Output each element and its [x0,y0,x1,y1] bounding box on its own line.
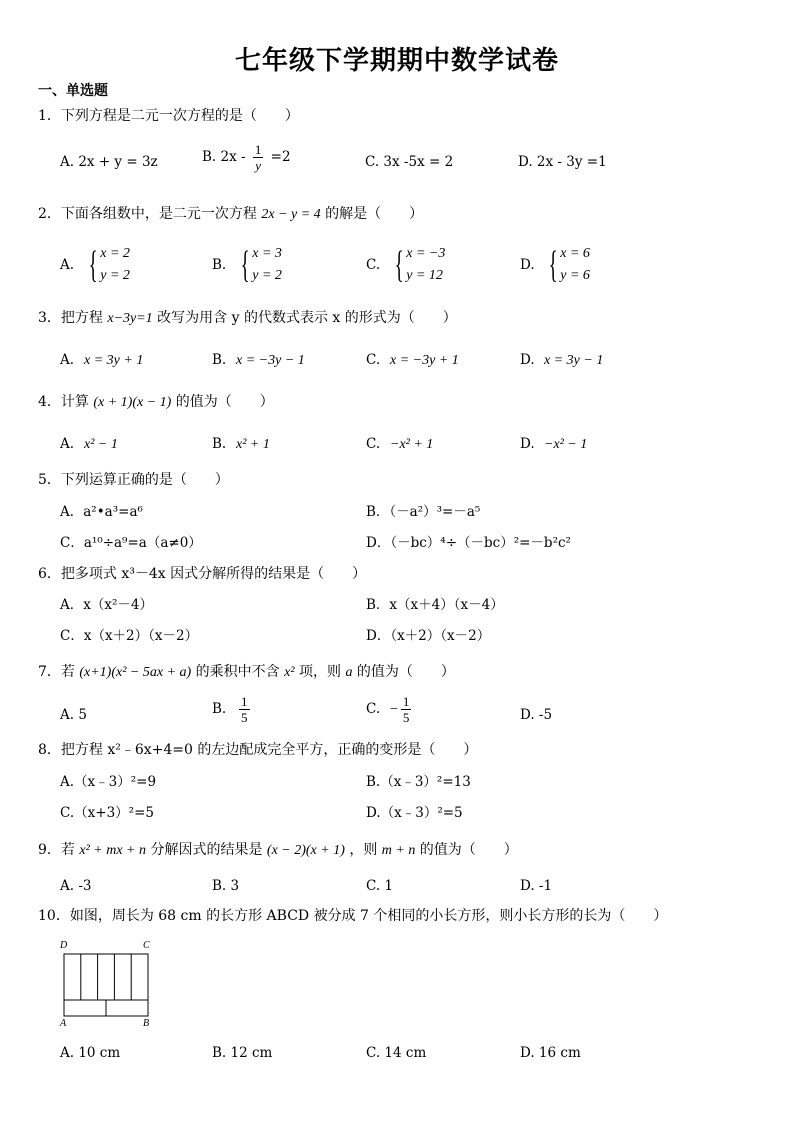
q8-option-a: A.（x﹣3）²=9 [60,774,157,790]
q9-option-c: C. 1 [366,878,394,894]
q2-stem-prefix: 2．下面各组数中，是二元一次方程 [38,206,262,222]
q9-stem-mid: 分解因式的结果是 [146,842,267,858]
q9-option-b: B. 3 [212,878,240,894]
q9-stem-sum: m + n [381,843,416,858]
q4-c-expr: −x² + 1 [390,437,434,452]
q10-option-b: B. 12 cm [212,1045,273,1061]
q7-stem-var: a [345,665,353,680]
q2-c-row2: y = 12 [406,268,443,283]
q1-option-b [202,142,291,173]
q5-option-c: C．a¹⁰÷a⁹=a（a≠0） [60,535,202,551]
question-1-stem: 1．下列方程是二元一次方程的是（ ） [38,108,299,124]
question-2-stem [38,204,423,225]
question-9-stem [38,840,518,861]
q1-option-d: D. 2x - 3y =1 [518,154,607,170]
q2-option-d [520,243,590,287]
q4-d-expr: −x² − 1 [544,437,588,452]
q6-option-c: C．x（x＋2）（x－2） [60,628,199,644]
section-heading: 一、单选题 [38,83,108,99]
q1-option-c: C. 3x -5x = 2 [365,154,454,170]
q3-c-expr: x = −3y + 1 [390,353,459,368]
q2-option-b [212,243,282,287]
q10-option-d: D. 16 cm [520,1045,581,1061]
q1-b-denominator: y [255,158,261,173]
q3-option-c [366,350,459,371]
q2-option-a [60,243,130,287]
q2-b-system [236,243,282,287]
question-6-stem: 6．把多项式 x³－4x 因式分解所得的结果是（ ） [38,566,367,582]
q7-stem-mid: 的乘积中不含 [191,664,285,680]
q4-b-label: B. [212,436,227,452]
question-10-stem: 10．如图，周长为 68 cm 的长方形 ABCD 被分成 7 个相同的小长方形，则小长方形的长为（ ） [38,908,668,924]
q7-option-b [212,694,253,725]
question-8-stem: 8．把方程 x²﹣6x+4=0 的左边配成完全平方，正确的变形是（ ） [38,742,478,758]
q7-option-a: A. 5 [60,707,87,723]
q8-option-c: C.（x+3）²=5 [60,805,154,821]
q7-c-label: C. [366,701,381,717]
q2-b-row2: y = 2 [252,268,282,283]
q4-b-expr: x² + 1 [236,437,270,452]
q2-a-label: A. [60,256,75,273]
q4-a-label: A. [60,436,75,452]
q3-stem-equation: x−3y=1 [107,311,153,326]
q10-option-c: C. 14 cm [366,1045,427,1061]
q5-option-b: B．（－a²）³=－a⁵ [366,504,481,520]
q5-option-d: D．（－bc）⁴÷（－bc）²=－b²c² [366,535,571,551]
q7-stem-mid2: 项，则 [294,664,346,680]
q2-stem-suffix: 的解是（ ） [320,206,424,222]
q4-option-b [212,434,270,455]
q4-option-d [520,434,587,455]
q2-b-label: B. [212,256,227,273]
q3-b-expr: x = −3y − 1 [236,353,305,368]
q4-option-a [60,434,118,455]
q6-option-b: B．x（x＋4）（x－4） [366,597,504,613]
q7-option-d: D. -5 [520,707,553,723]
vertex-d-label: D [60,940,68,951]
q3-a-label: A. [60,352,75,368]
brace-icon: { [394,244,404,286]
question-3-stem [38,308,457,329]
q8-option-b: B.（x﹣3）²=13 [366,774,471,790]
q2-option-c [366,243,445,287]
q4-stem-prefix: 4．计算 [38,394,94,410]
q7-c-denominator: 5 [402,710,410,725]
q3-d-expr: x = 3y − 1 [544,353,604,368]
q3-stem-suffix: 改写为用含 y 的代数式表示 x 的形式为（ ） [152,310,457,326]
vertex-b-label: B [143,1018,150,1029]
question-4-stem [38,392,274,413]
q5-option-a: A．a²•a³=a⁶ [60,504,143,520]
page-title: 七年级下学期期中数学试卷 [234,46,559,76]
q4-d-label: D. [520,436,535,452]
q10-option-a: A. 10 cm [60,1045,121,1061]
q7-c-numerator: 1 [402,694,410,709]
q2-stem-equation: 2x − y = 4 [261,207,321,222]
q2-a-row2: y = 2 [100,268,130,283]
q2-a-row1: x = 2 [100,246,130,261]
q9-stem-poly: x² + mx + n [79,843,146,858]
q8-option-d: D.（x﹣3）²=5 [366,805,463,821]
q9-stem-mid2: ，则 [344,842,382,858]
q4-stem-expr: (x + 1)(x − 1) [93,395,172,410]
q3-option-d [520,350,603,371]
q2-d-system [544,243,590,287]
q9-stem-prefix: 9．若 [38,842,80,858]
q6-option-d: D．（x＋2）（x－2） [366,628,491,644]
q1-option-b-prefix: B. 2x - [202,149,250,165]
q7-c-fraction [401,694,412,725]
q7-stem-term: x² [284,665,295,680]
q7-b-fraction [239,694,250,725]
q7-c-sign: − [390,702,398,717]
q3-b-label: B. [212,352,227,368]
q2-d-row2: y = 6 [560,268,590,283]
vertex-a-label: A [60,1018,67,1029]
brace-icon: { [240,244,250,286]
q4-stem-suffix: 的值为（ ） [171,394,274,410]
q4-a-expr: x² − 1 [84,437,118,452]
q4-c-label: C. [366,436,381,452]
q2-d-label: D. [520,256,535,273]
q2-b-row1: x = 3 [252,246,282,261]
q9-option-d: D. -1 [520,878,553,894]
q2-c-label: C. [366,256,381,273]
q2-c-row1: x = −3 [406,246,446,261]
q9-option-a: A. -3 [60,878,92,894]
q1-option-a: A. 2x + y = 3z [60,154,158,170]
question-7-stem [38,662,455,683]
q3-option-b [212,350,305,371]
q1-b-numerator: 1 [254,142,262,157]
q3-c-label: C. [366,352,381,368]
q7-b-denominator: 5 [241,710,248,725]
q7-stem-expr: (x+1)(x² − 5ax + a) [79,665,192,680]
q6-option-a: A．x（x²－4） [60,597,153,613]
q1-option-b-suffix: =2 [266,149,291,165]
q7-stem-prefix: 7．若 [38,664,80,680]
q7-b-numerator: 1 [241,694,248,709]
brace-icon: { [548,244,558,286]
q3-a-expr: x = 3y + 1 [84,353,144,368]
q9-stem-factors: (x − 2)(x + 1) [266,843,345,858]
question-5-stem: 5．下列运算正确的是（ ） [38,472,229,488]
q4-option-c [366,434,433,455]
q2-c-system [390,243,445,287]
vertex-c-label: C [143,940,150,951]
q7-b-label: B. [212,701,227,717]
rectangle-figure [60,940,160,1036]
q9-stem-suffix: 的值为（ ） [415,842,518,858]
q2-a-system [84,243,130,287]
q1-option-b-fraction [253,142,264,173]
q3-stem-prefix: 3．把方程 [38,310,108,326]
q3-d-label: D. [520,352,535,368]
brace-icon: { [88,244,98,286]
q2-d-row1: x = 6 [560,246,590,261]
q7-stem-suffix: 的值为（ ） [352,664,455,680]
q3-option-a [60,350,143,371]
q7-option-c [366,694,414,725]
